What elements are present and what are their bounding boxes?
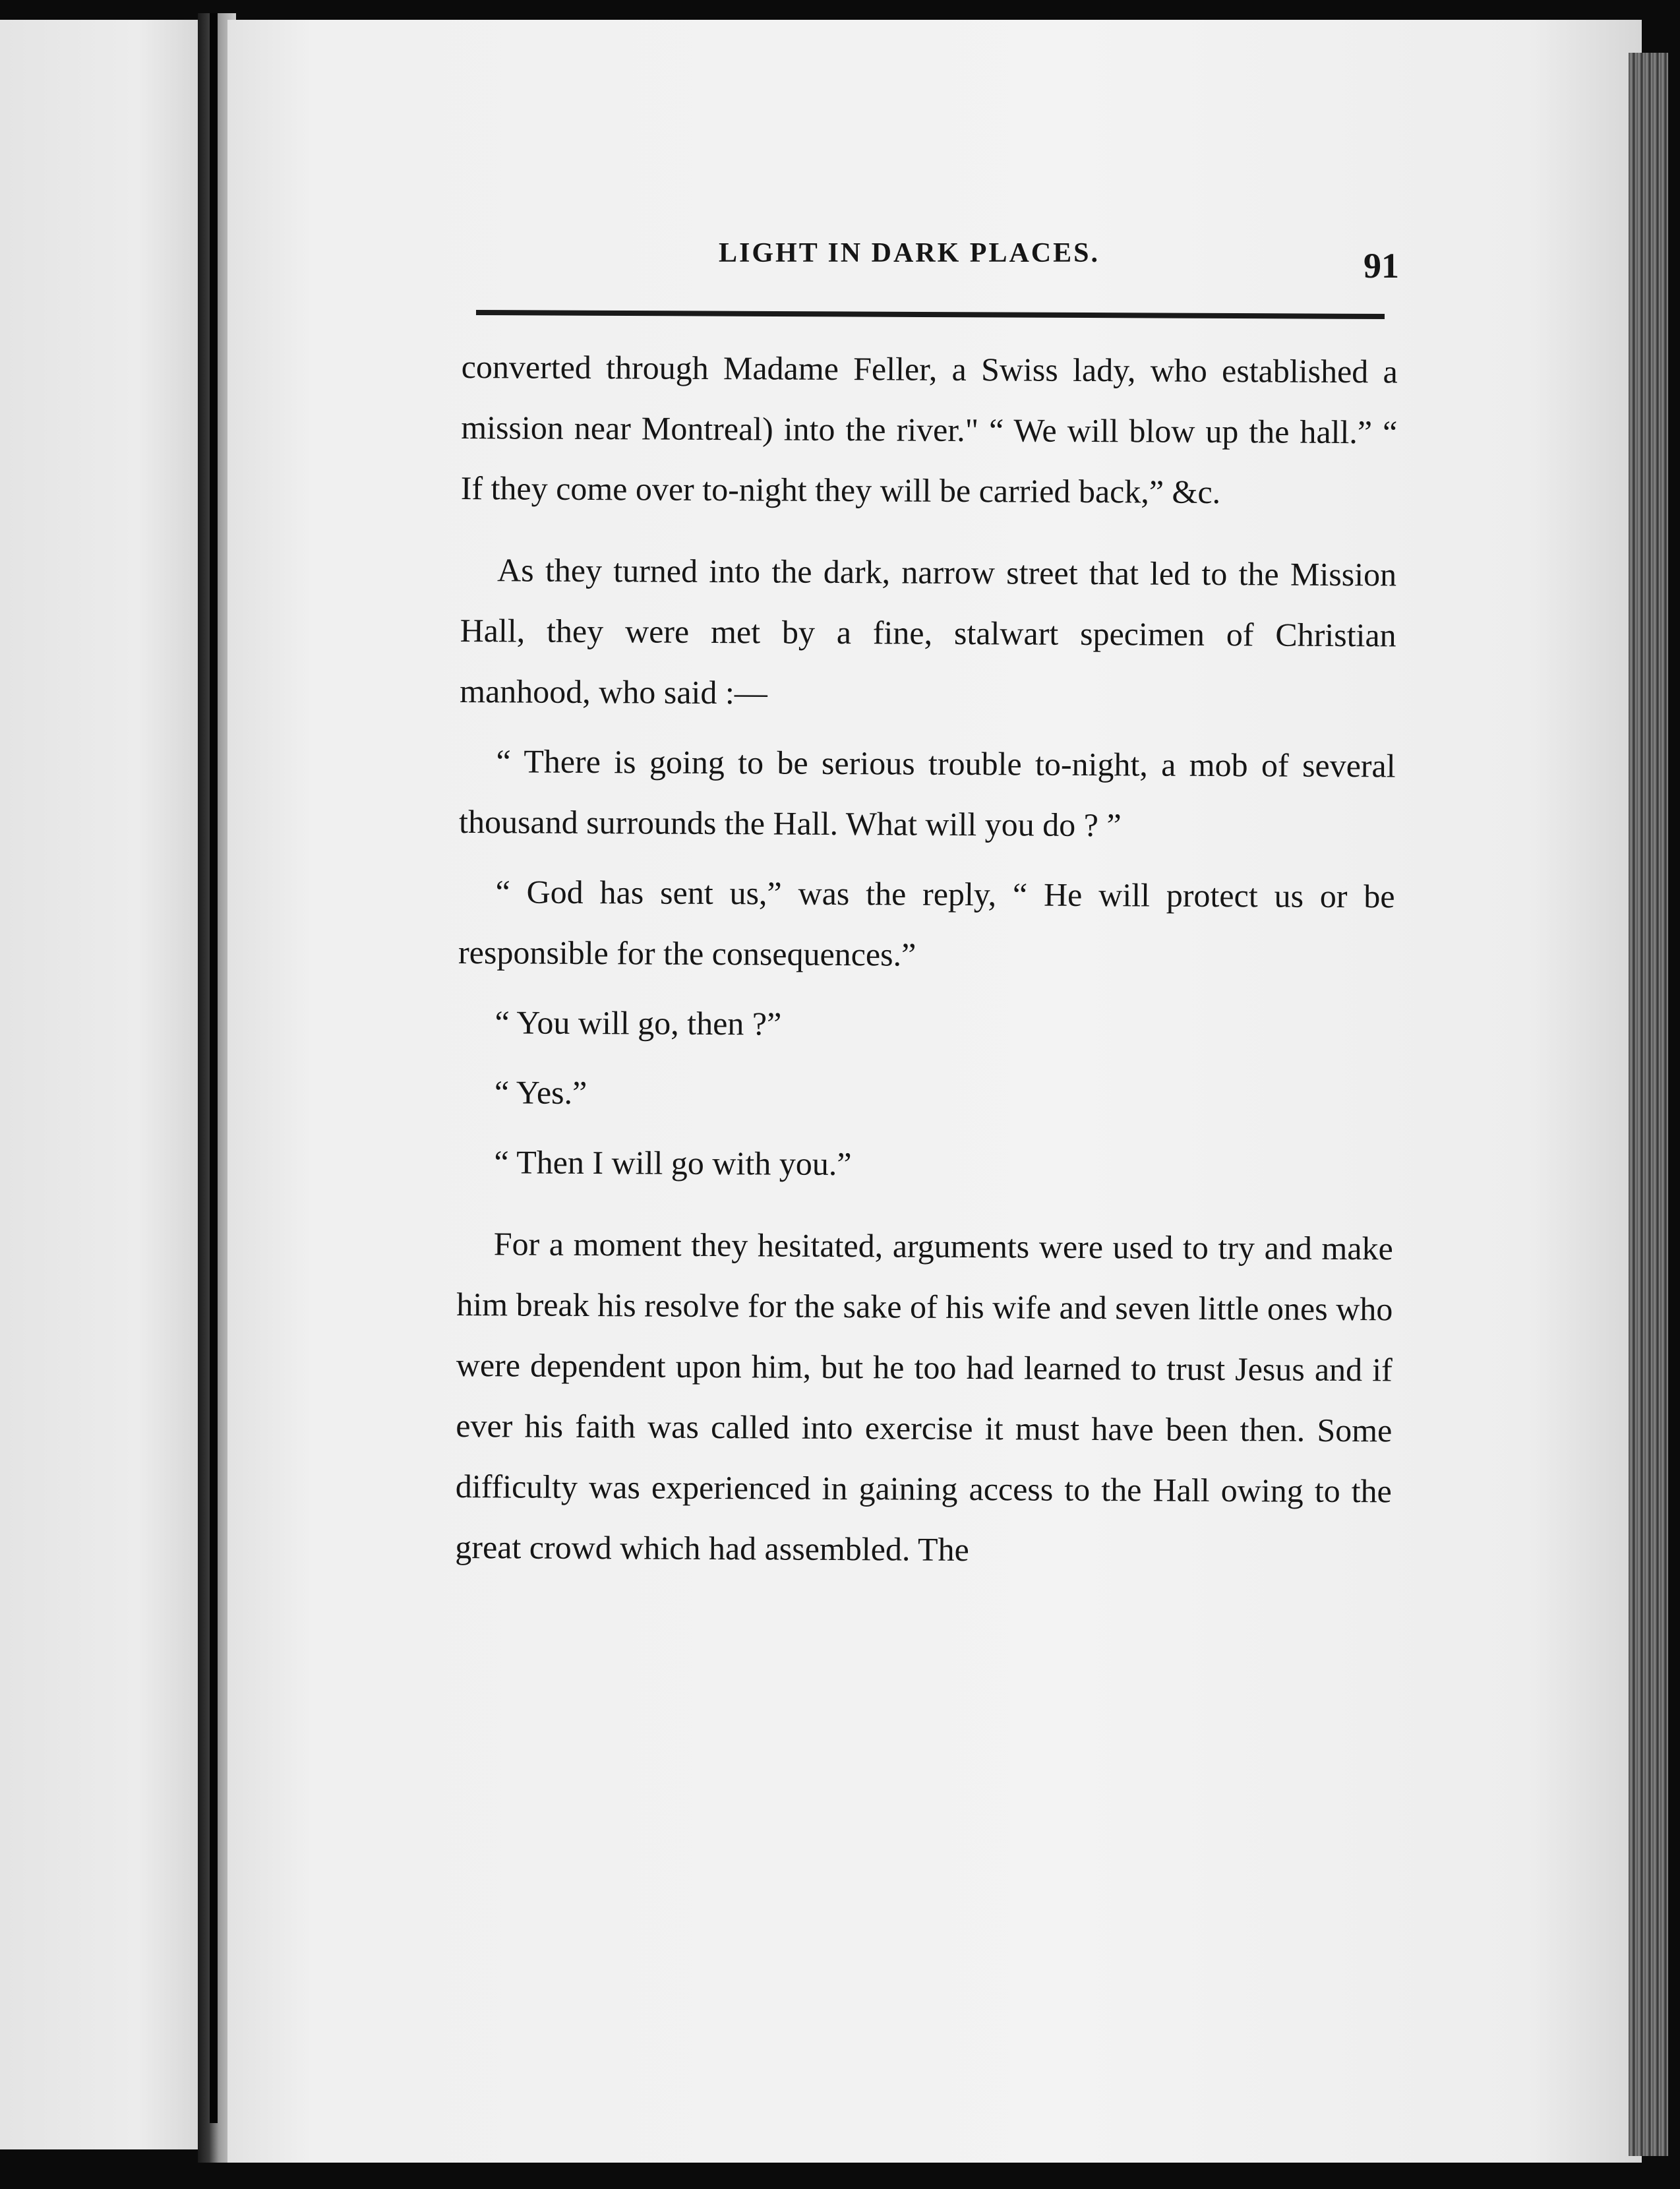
paragraph: “ Then I will go with you.” bbox=[494, 1143, 852, 1183]
paragraph: For a moment they hesitated, arguments were used to try and make him break his resolve for the sake of his wife and seven little ones who were dependent upon him, but he too had learned to trust Jesus and if ever his faith was called into exercise it must have been then. Some difficulty was experienced in gaining access to the Hall owing to the great crowd which had assembled. The bbox=[455, 1225, 1393, 1569]
paragraph: “ God has sent us,” was the reply, “ He will protect us or be responsible for the consequences.” bbox=[458, 873, 1395, 973]
paragraph: “ Yes.” bbox=[494, 1073, 587, 1112]
body-text bbox=[455, 336, 1398, 1582]
paragraph: “ You will go, then ?” bbox=[495, 1004, 782, 1042]
page-number: 91 bbox=[1364, 246, 1399, 285]
paragraph: converted through Madame Feller, a Swiss lady, who established a mission near Montreal) into the river." “ We will blow up the hall.” “ If they come over to-night they will be carried back,” &c. bbox=[460, 347, 1398, 511]
paragraph: “ There is going to be serious trouble to-night, a mob of several thousand surrounds the Hall. What will you do ? ” bbox=[458, 742, 1396, 844]
gutter-shadow bbox=[210, 13, 218, 2123]
paragraph: As they turned into the dark, narrow street that led to the Mission Hall, they were met by a fine, stalwart specimen of Christian manhood, who said :— bbox=[460, 551, 1397, 711]
page-edges bbox=[1629, 53, 1668, 2156]
left-facing-page bbox=[0, 20, 198, 2149]
running-header: LIGHT IN DARK PLACES. bbox=[719, 238, 1100, 268]
